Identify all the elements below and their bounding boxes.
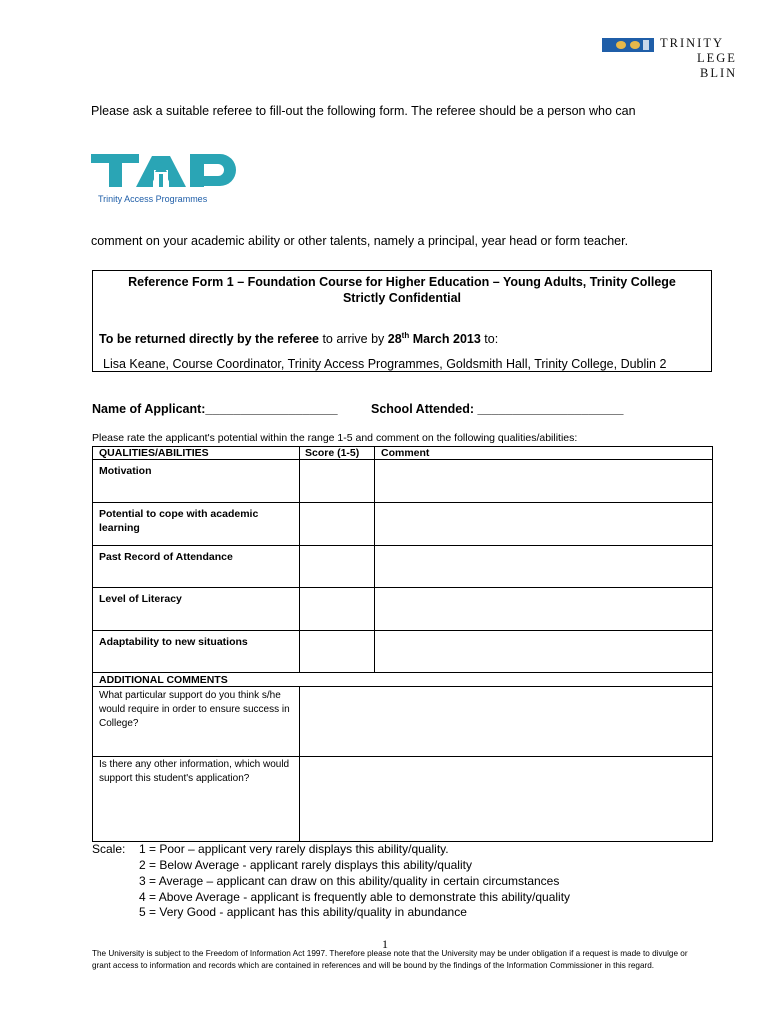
comment-cell-academic-learning[interactable]: [374, 502, 713, 546]
trinity-crest-icon: [602, 38, 654, 52]
header-score: Score (1-5): [299, 446, 375, 460]
answer-cell-support-required[interactable]: [299, 686, 713, 757]
table-row-label: [92, 686, 300, 757]
table-row-label: [92, 502, 300, 546]
trinity-logo-line-3: BLIN: [700, 66, 738, 80]
school-attended-field[interactable]: School Attended: _____________________: [371, 402, 624, 416]
header-qualities: QUALITIES/ABILITIES: [92, 446, 300, 460]
return-mid: to arrive by: [318, 332, 388, 347]
trinity-logo-line-1: TRINITY: [660, 36, 724, 50]
table-row-label: [92, 459, 300, 503]
comment-cell-literacy[interactable]: [374, 587, 713, 631]
answer-cell-other-information[interactable]: [299, 756, 713, 842]
additional-comments-header: ADDITIONAL COMMENTS: [92, 672, 713, 687]
table-row-label: [92, 545, 300, 588]
scale-item-5: 5 = Very Good - applicant has this ability/quality in abundance: [139, 905, 467, 919]
scale-label: Scale:: [92, 842, 126, 856]
footer-disclaimer: The University is subject to the Freedom of Information Act 1997. Therefore please note that the University may be under obligation if a request is made to divulge or grant access to information and records which are contained in references and will be bound by the findings of the Information Commissioner in this regard.: [92, 949, 688, 970]
question-other-information: Is there any other information, which would support this student's application?: [99, 759, 290, 784]
applicant-name-field[interactable]: Name of Applicant:___________________: [92, 402, 338, 416]
return-instruction: [99, 331, 498, 346]
rating-instruction: Please rate the applicant's potential within the range 1-5 and comment on the following qualities/abilities:: [92, 432, 578, 444]
score-cell-adaptability[interactable]: [299, 630, 375, 673]
comment-cell-attendance[interactable]: [374, 545, 713, 588]
scale-item-2: 2 = Below Average - applicant rarely displays this ability/quality: [139, 858, 472, 872]
tap-caption: Trinity Access Programmes: [98, 194, 208, 204]
question-support-required: What particular support do you think s/he would require in order to ensure success in College?: [99, 690, 290, 729]
table-row-label: [92, 587, 300, 631]
quality-academic-learning: Potential to cope with academic learning: [99, 508, 259, 534]
page-number: 1: [382, 937, 388, 951]
header-comment: Comment: [374, 446, 713, 460]
quality-adaptability: Adaptability to new situations: [99, 636, 248, 648]
quality-literacy: Level of Literacy: [99, 593, 182, 605]
scale-item-4: 4 = Above Average - applicant is frequently able to demonstrate this ability/quality: [139, 890, 571, 904]
comment-cell-motivation[interactable]: [374, 459, 713, 503]
scale-item-3: 3 = Average – applicant can draw on this ability/quality in certain circumstances: [139, 874, 560, 888]
intro-text-line-2: comment on your academic ability or other talents, namely a principal, year head or form teacher.: [91, 234, 629, 248]
return-day-suffix: th: [401, 331, 410, 340]
score-cell-attendance[interactable]: [299, 545, 375, 588]
score-cell-motivation[interactable]: [299, 459, 375, 503]
trinity-logo-line-2: LEGE: [697, 51, 737, 65]
form-subtitle: Strictly Confidential: [342, 291, 462, 305]
return-address: Lisa Keane, Course Coordinator, Trinity Access Programmes, Goldsmith Hall, Trinity College, Dublin 2: [103, 357, 667, 371]
quality-motivation: Motivation: [99, 465, 152, 477]
scale-item-1: 1 = Poor – applicant very rarely displays this ability/quality.: [139, 842, 449, 856]
return-end: to:: [480, 332, 499, 347]
score-cell-academic-learning[interactable]: [299, 502, 375, 546]
comment-cell-adaptability[interactable]: [374, 630, 713, 673]
tap-logo: [90, 150, 242, 208]
table-row-label: [92, 630, 300, 673]
trinity-college-logo: [602, 36, 742, 82]
return-day: 28: [387, 332, 402, 347]
intro-text-line-1: Please ask a suitable referee to fill-out the following form. The referee should be a person who can: [91, 104, 636, 118]
return-date: March 2013: [409, 332, 481, 347]
form-header-box: [92, 270, 712, 372]
table-row-label: [92, 756, 300, 842]
score-cell-literacy[interactable]: [299, 587, 375, 631]
form-title: Reference Form 1 – Foundation Course for Higher Education – Young Adults, Trinity College: [128, 275, 676, 289]
return-bold: To be returned directly by the referee: [99, 332, 319, 347]
quality-attendance: Past Record of Attendance: [99, 551, 233, 563]
